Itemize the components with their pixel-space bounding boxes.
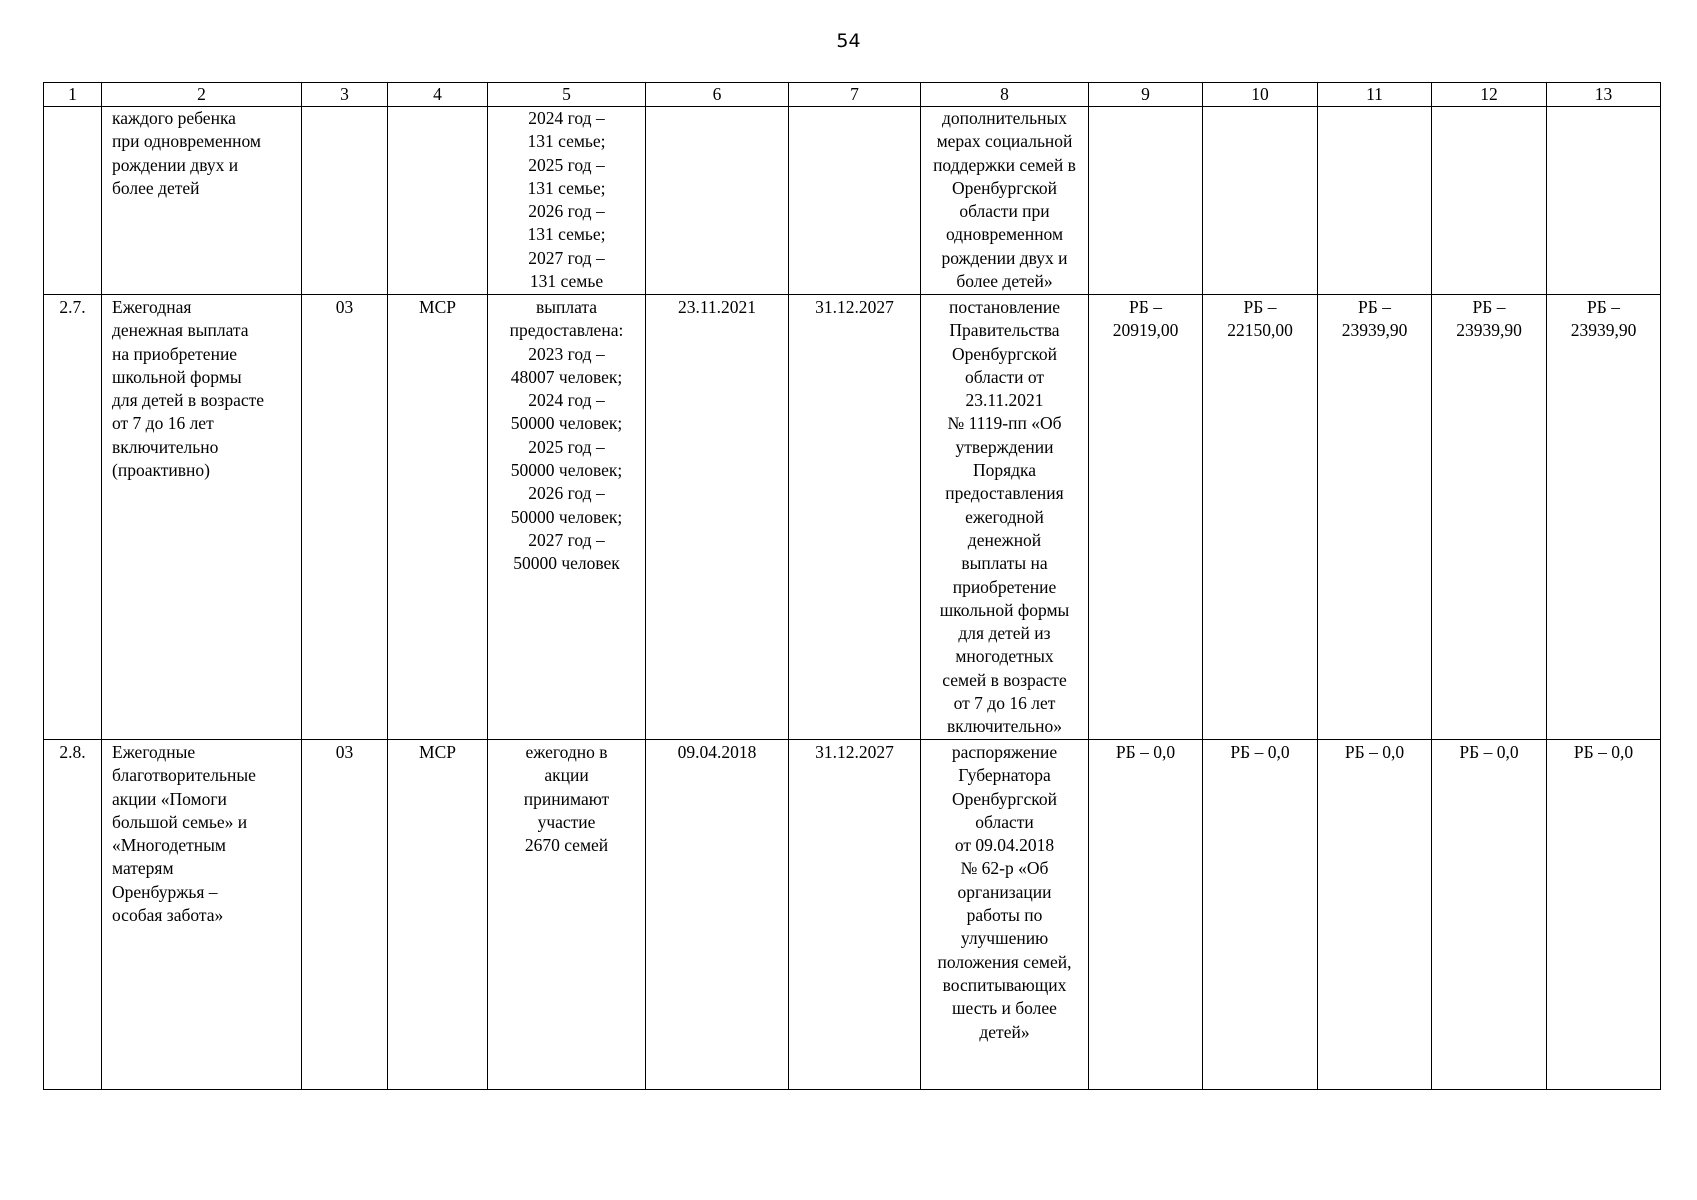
- page-number: 54: [836, 30, 861, 52]
- funding-cell: [1547, 107, 1661, 295]
- table-row: [44, 107, 1661, 295]
- start-date-cell: [646, 107, 789, 295]
- column-header: 9: [1089, 83, 1203, 107]
- column-header: 10: [1203, 83, 1318, 107]
- funding-cell: РБ – 20919,00: [1089, 295, 1203, 740]
- funding-cell: РБ – 0,0: [1547, 740, 1661, 1090]
- indicator-cell: 2024 год – 131 семье; 2025 год – 131 семье; 2026 год – 131 семье; 2027 год – 131 семье: [488, 107, 646, 295]
- funding-cell: РБ – 0,0: [1203, 740, 1318, 1090]
- column-header: 1: [44, 83, 102, 107]
- funding-cell: РБ – 0,0: [1089, 740, 1203, 1090]
- funding-cell: [1318, 107, 1432, 295]
- funding-cell: РБ – 0,0: [1318, 740, 1432, 1090]
- table-row: [44, 295, 1661, 740]
- column-header: 3: [302, 83, 388, 107]
- column-header: 5: [488, 83, 646, 107]
- table-row: [44, 740, 1661, 1090]
- start-date-cell: 23.11.2021: [646, 295, 789, 740]
- column-header: 6: [646, 83, 789, 107]
- code-cell: 03: [302, 295, 388, 740]
- legal-basis-cell: распоряжение Губернатора Оренбургской области от 09.04.2018 № 62-р «Об организации работы по улучшению положения семей, воспитывающих шесть и более детей»: [921, 740, 1089, 1090]
- header-row: [44, 83, 1661, 107]
- funding-cell: [1432, 107, 1547, 295]
- funding-cell: [1089, 107, 1203, 295]
- column-header: 13: [1547, 83, 1661, 107]
- column-header: 2: [102, 83, 302, 107]
- funding-cell: РБ – 23939,90: [1547, 295, 1661, 740]
- legal-basis-cell: дополнительных мерах социальной поддержки семей в Оренбургской области при одновременном рождении двух и более детей»: [921, 107, 1089, 295]
- start-date-cell: 09.04.2018: [646, 740, 789, 1090]
- end-date-cell: 31.12.2027: [789, 740, 921, 1090]
- end-date-cell: 31.12.2027: [789, 295, 921, 740]
- row-number: [44, 107, 102, 295]
- code-cell: 03: [302, 740, 388, 1090]
- funding-cell: [1203, 107, 1318, 295]
- indicator-cell: выплата предоставлена: 2023 год – 48007 человек; 2024 год – 50000 человек; 2025 год – 50000 человек; 2026 год – 50000 человек; 2027 год – 50000 человек: [488, 295, 646, 740]
- legal-basis-cell: постановление Правительства Оренбургской области от 23.11.2021 № 1119-пп «Об утверждении Порядка предоставления ежегодной денежной выплаты на приобретение школьной формы для детей из многодетных семей в возрасте от 7 до 16 лет включительно»: [921, 295, 1089, 740]
- measure-name: Ежегодная денежная выплата на приобретение школьной формы для детей в возрасте от 7 до 16 лет включительно (проактивно): [102, 295, 302, 740]
- column-header: 8: [921, 83, 1089, 107]
- executor-cell: МСР: [388, 740, 488, 1090]
- executor-cell: [388, 107, 488, 295]
- row-number: 2.8.: [44, 740, 102, 1090]
- funding-cell: РБ – 23939,90: [1432, 295, 1547, 740]
- column-header: 7: [789, 83, 921, 107]
- measure-name: каждого ребенка при одновременном рождении двух и более детей: [102, 107, 302, 295]
- measure-name: Ежегодные благотворительные акции «Помоги большой семье» и «Многодетным матерям Оренбуржья – особая забота»: [102, 740, 302, 1090]
- code-cell: [302, 107, 388, 295]
- measures-table: [43, 82, 1661, 1090]
- row-number: 2.7.: [44, 295, 102, 740]
- column-header: 4: [388, 83, 488, 107]
- funding-cell: РБ – 23939,90: [1318, 295, 1432, 740]
- executor-cell: МСР: [388, 295, 488, 740]
- end-date-cell: [789, 107, 921, 295]
- column-header: 12: [1432, 83, 1547, 107]
- indicator-cell: ежегодно в акции принимают участие 2670 семей: [488, 740, 646, 1090]
- column-header: 11: [1318, 83, 1432, 107]
- funding-cell: РБ – 0,0: [1432, 740, 1547, 1090]
- funding-cell: РБ – 22150,00: [1203, 295, 1318, 740]
